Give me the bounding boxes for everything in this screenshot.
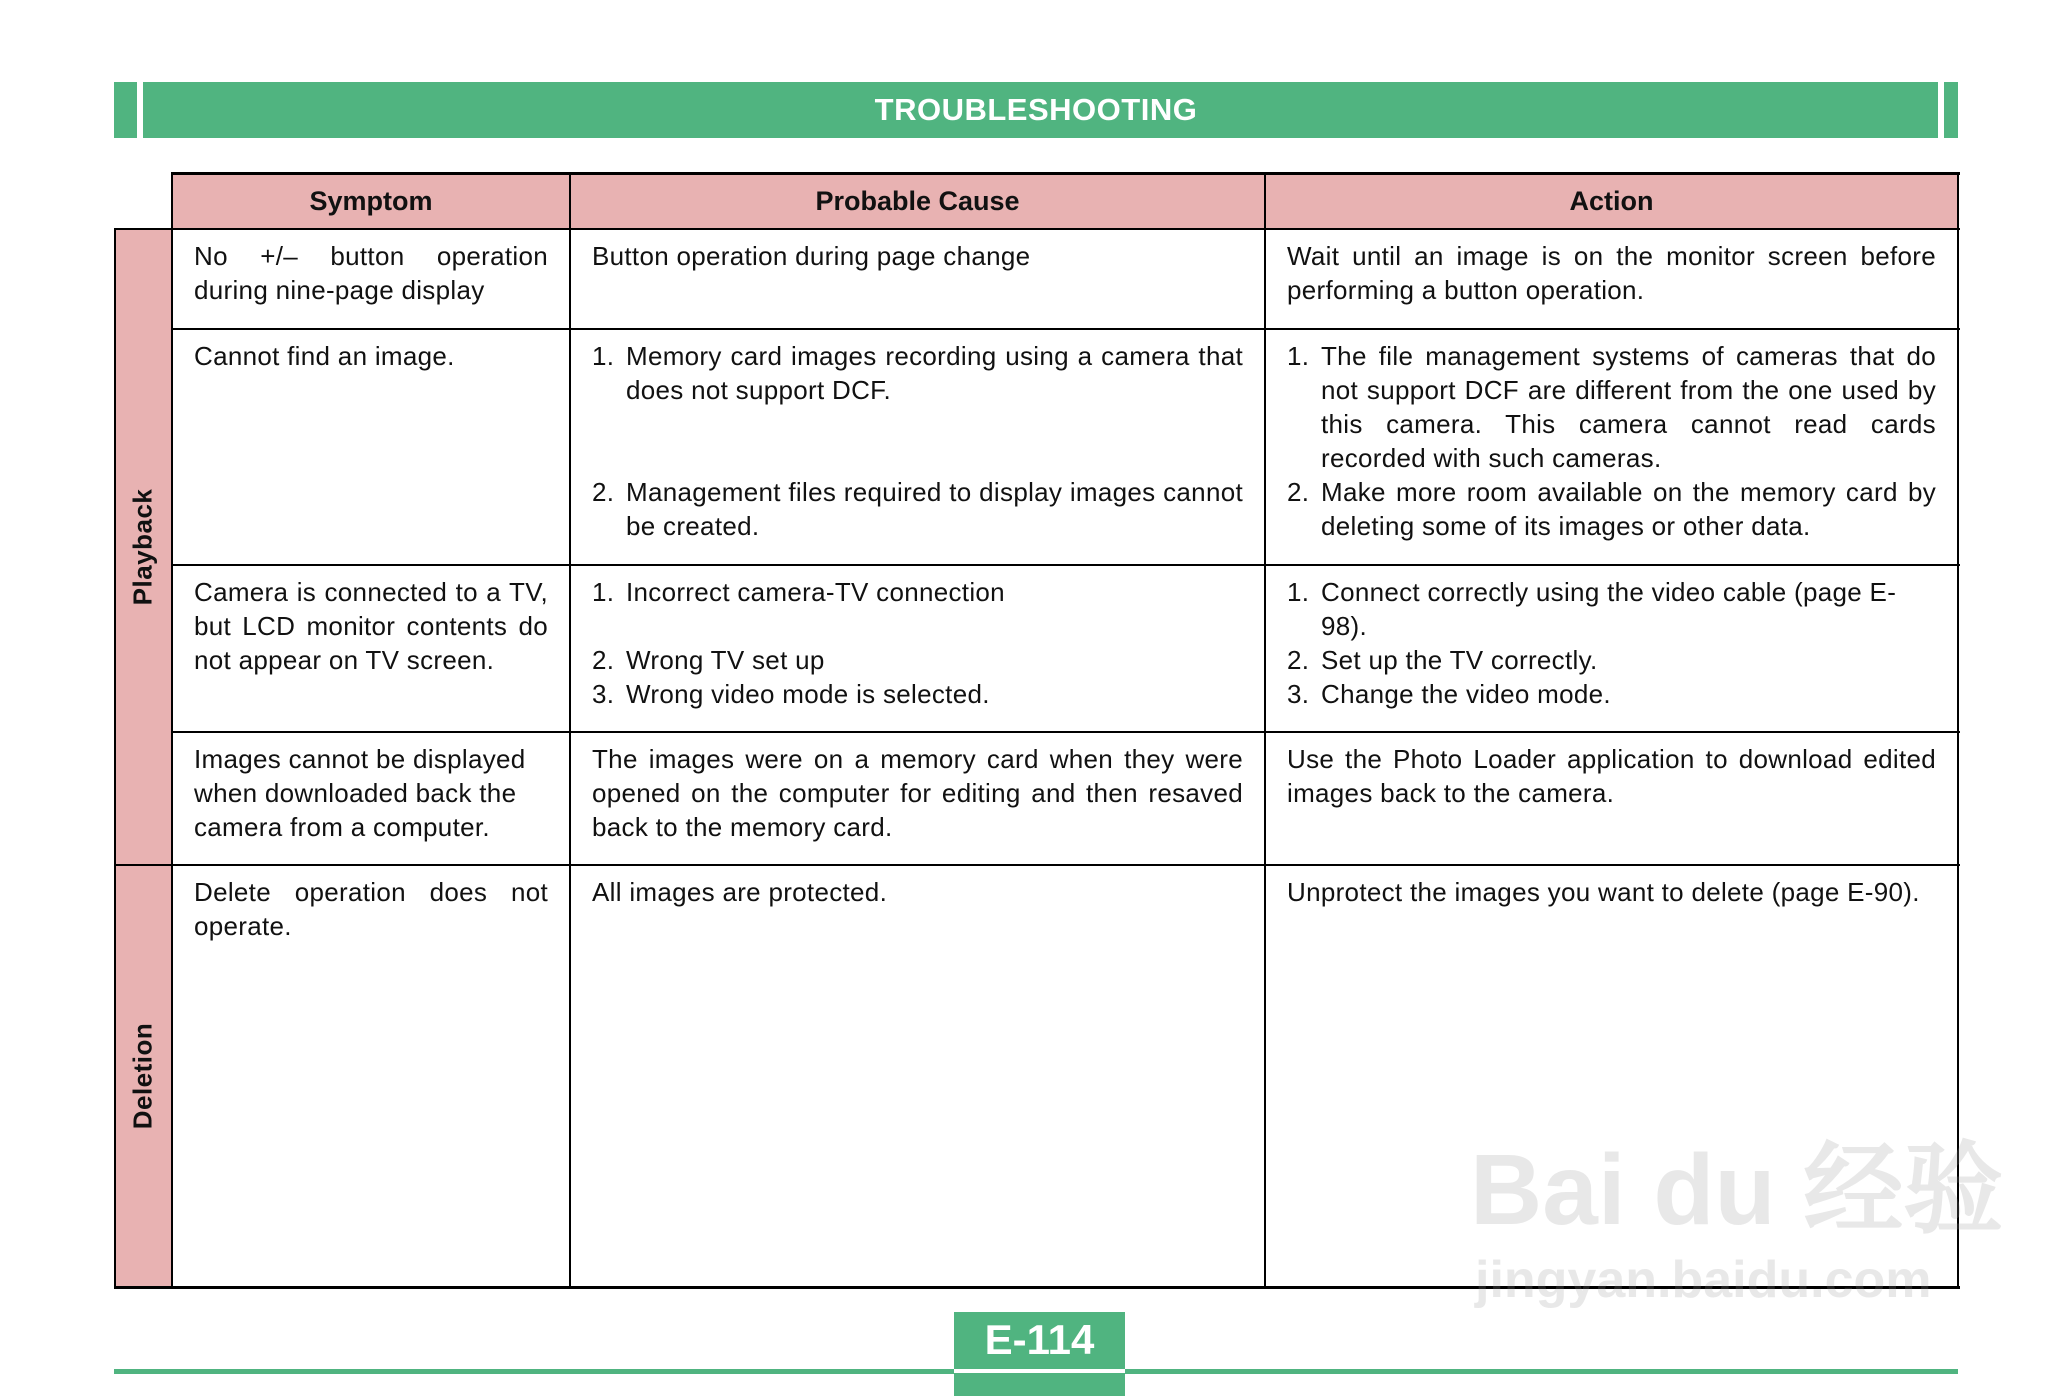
list-item [1287,339,1936,475]
symptom-cell: Cannot find an image. [194,341,455,371]
item-number: 1. [1287,341,1310,371]
table-border [114,228,1960,230]
item-text: Make more room available on the memory card by deleting some of its images or other data. [1321,477,1936,541]
section-header-bar [114,82,1958,138]
column-header-action: Action [1265,173,1958,229]
action-cell [1265,329,1958,543]
table-border [114,228,116,1288]
table-border [172,172,1960,175]
section-label-deletion [114,865,172,1287]
item-text: Set up the TV correctly. [1321,645,1598,675]
action-cell: Wait until an image is on the monitor screen before performing a button operation. [1287,241,1936,305]
item-text: Wrong TV set up [626,645,825,675]
item-number: 2. [1287,477,1310,507]
column-divider [171,172,173,1288]
page-box-gap [954,1369,1125,1373]
cause-cell: All images are protected. [592,877,888,907]
item-text: Wrong video mode is selected. [626,679,990,709]
column-divider [1264,172,1266,1288]
column-divider [569,172,571,1288]
cause-cell: Button operation during page change [592,241,1031,271]
item-text: Memory card images recording using a camera that does not support DCF. [626,341,1243,405]
cause-cell: The images were on a memory card when they were opened on the computer for editing and then resaved back to the memory card. [592,744,1243,842]
item-number: 1. [592,577,615,607]
watermark-logo: Bai du 经验 [1470,1134,2004,1246]
item-number: 3. [592,679,615,709]
list-item [592,643,1243,677]
item-number: 2. [592,477,615,507]
column-header-cause: Probable Cause [570,173,1265,229]
watermark-url: jingyan.baidu.com [1475,1251,1932,1309]
list-item [1287,677,1936,711]
section-label-playback [114,229,172,865]
item-text: The file management systems of cameras that do not support DCF are different from the one used by this camera. This camera cannot read cards recorded with such cameras. [1321,341,1936,473]
row-divider [172,328,1960,330]
list-item [1287,575,1936,643]
cause-cell [570,329,1265,543]
column-header-symptom: Symptom [172,173,570,229]
list-item [1287,643,1936,677]
symptom-cell: Images cannot be displayed when downloaded back the camera from a computer. [194,744,526,842]
list-item [1287,475,1936,543]
action-cell [1265,565,1958,711]
list-item [592,575,1243,609]
action-cell: Use the Photo Loader application to download edited images back to the camera. [1287,744,1936,808]
item-number: 2. [1287,645,1310,675]
cause-cell [570,565,1265,711]
section-label-text: Playback [127,488,158,606]
list-item [592,475,1243,543]
symptom-cell: Delete operation does not operate. [194,877,548,941]
item-text: Connect correctly using the video cable (page E-98). [1321,577,1897,641]
action-cell: Unprotect the images you want to delete (page E-90). [1287,877,1920,907]
list-item [592,677,1243,711]
item-text: Incorrect camera-TV connection [626,577,1005,607]
item-number: 2. [592,645,615,675]
list-item [592,339,1243,407]
table-border [1957,172,1959,1288]
item-text: Change the video mode. [1321,679,1611,709]
item-number: 3. [1287,679,1310,709]
item-number: 1. [592,341,615,371]
section-label-text: Deletion [127,1022,158,1130]
item-text: Management files required to display images cannot be created. [626,477,1243,541]
page-number-box [954,1312,1125,1396]
symptom-cell: No +/– button operation during nine-page display [194,241,548,305]
page-number: E-114 [984,1316,1095,1363]
row-divider [114,864,1960,866]
symptom-cell: Camera is connected to a TV, but LCD monitor contents do not appear on TV screen. [194,577,548,675]
page-title: TROUBLESHOOTING [874,92,1198,127]
row-divider [172,564,1960,566]
item-number: 1. [1287,577,1310,607]
row-divider [172,731,1960,733]
